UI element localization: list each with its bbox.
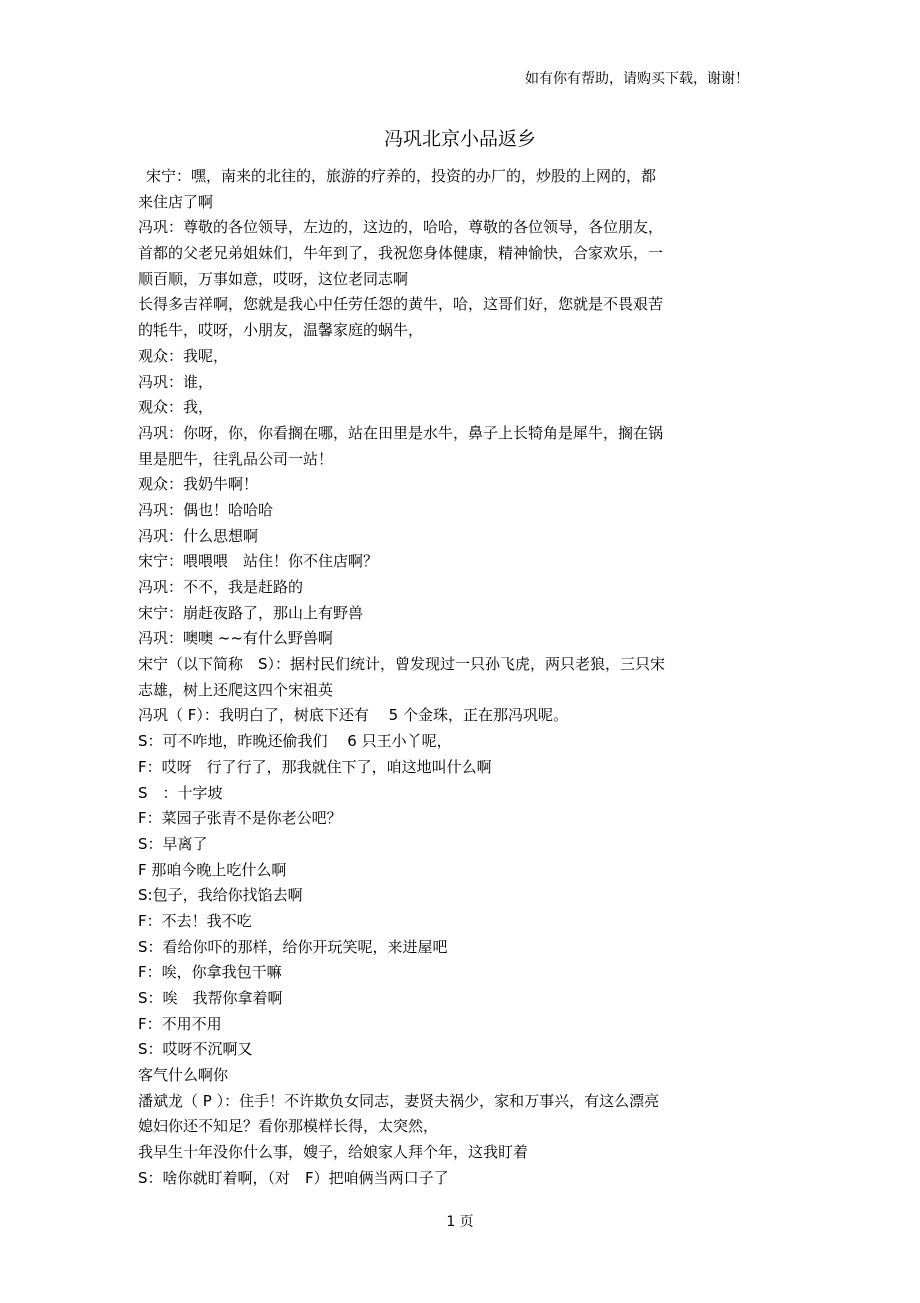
text-line: F：不用不用 xyxy=(138,1014,222,1033)
text-line: 冯巩：噢噢 ~~有什么野兽啊 xyxy=(138,629,333,648)
text-line: 媳妇你还不知足？看你那模样长得，太突然， xyxy=(138,1117,439,1136)
text-line: 的牦牛，哎呀，小朋友，温馨家庭的蜗牛， xyxy=(138,321,424,340)
text-line: S：看给你吓的那样，给你开玩笑呢，来进屋吧 xyxy=(138,937,448,956)
text-line: 宋宁：崩赶夜路了，那山上有野兽 xyxy=(138,603,364,622)
text-line: 宋宁：喂喂喂 站住！你不住店啊？ xyxy=(138,552,379,571)
text-line: 我早生十年没你什么事，嫂子，给娘家人拜个年，这我盯着 xyxy=(138,1143,529,1162)
text-line: 首都的父老兄弟姐妹们，牛年到了，我祝您身体健康，精神愉快，合家欢乐，一 xyxy=(138,244,664,263)
text-line: F：哎呀 行了行了，那我就住下了，咱这地叫什么啊 xyxy=(138,757,492,776)
text-line: 志雄，树上还爬这四个宋祖英 xyxy=(138,680,334,699)
text-line: 观众：我呢， xyxy=(138,346,229,365)
text-line: S：哎呀不沉啊又 xyxy=(138,1040,253,1059)
text-line: 冯巩（ F）：我明白了，树底下还有 5 个金珠，正在那冯巩呢。 xyxy=(138,706,568,725)
text-line: 宋宁：嘿，南来的北往的，旅游的疗养的，投资的办厂的，炒股的上网的，都 xyxy=(146,167,657,185)
text-line: F：菜园子张青不是你老公吧？ xyxy=(138,809,342,828)
text-line: S：可不咋地，昨晚还偷我们 6 只王小丫呢， xyxy=(138,732,452,751)
text-line: S ：十字坡 xyxy=(138,783,223,802)
text-line: S：早离了 xyxy=(138,834,208,853)
text-line: 来住店了啊 xyxy=(138,192,214,211)
page-number: 1 页 xyxy=(446,1214,474,1230)
text-line: 冯巩：什么思想啊 xyxy=(138,526,259,545)
text-line: F 那咱今晚上吃什么啊 xyxy=(138,860,287,879)
text-line: 顺百顺，万事如意，哎呀，这位老同志啊 xyxy=(138,269,409,288)
text-line: 客气什么啊你 xyxy=(138,1066,229,1085)
text-line: 宋宁（以下简称 S）：据村民们统计，曾发现过一只孙飞虎，两只老狼，三只宋 xyxy=(138,655,666,674)
text-line: 长得多吉祥啊，您就是我心中任劳任怨的黄牛，哈，这哥们好，您就是不畏艰苦 xyxy=(138,295,664,314)
text-line: 观众：我， xyxy=(138,398,214,417)
text-line: 冯巩：尊敬的各位领导，左边的，这边的，哈哈，尊敬的各位领导，各位朋友， xyxy=(138,218,664,237)
text-line: F：不去！我不吃 xyxy=(138,911,252,930)
text-line: F：唉，你拿我包干嘛 xyxy=(138,963,282,982)
document-body xyxy=(138,164,758,1192)
text-line: 冯巩：偶也！哈哈哈 xyxy=(138,500,274,519)
document-title: 冯巩北京小品返乡 xyxy=(383,128,536,150)
text-line: 冯巩：你呀，你，你看搁在哪，站在田里是水牛，鼻子上长犄角是犀牛，搁在锅 xyxy=(138,423,664,442)
text-line: 里是肥牛，往乳品公司一站！ xyxy=(138,449,334,468)
text-line: 观众：我奶牛啊！ xyxy=(138,475,259,494)
text-line: 冯巩：不不，我是赶路的 xyxy=(138,578,304,596)
header-note: 如有你有帮助，请购买下载，谢谢！ xyxy=(525,71,749,87)
text-line: 冯巩：谁， xyxy=(138,372,214,391)
text-line: S：唉 我帮你拿着啊 xyxy=(138,989,283,1007)
text-line: S：啥你就盯着啊，（对 F）把咱俩当两口子了 xyxy=(138,1168,449,1187)
text-line: 潘斌龙（ P ）：住手！不许欺负女同志，妻贤夫祸少，家和万事兴，有这么漂亮 xyxy=(138,1091,660,1110)
text-line: S:包子，我给你找馅去啊 xyxy=(138,886,303,905)
